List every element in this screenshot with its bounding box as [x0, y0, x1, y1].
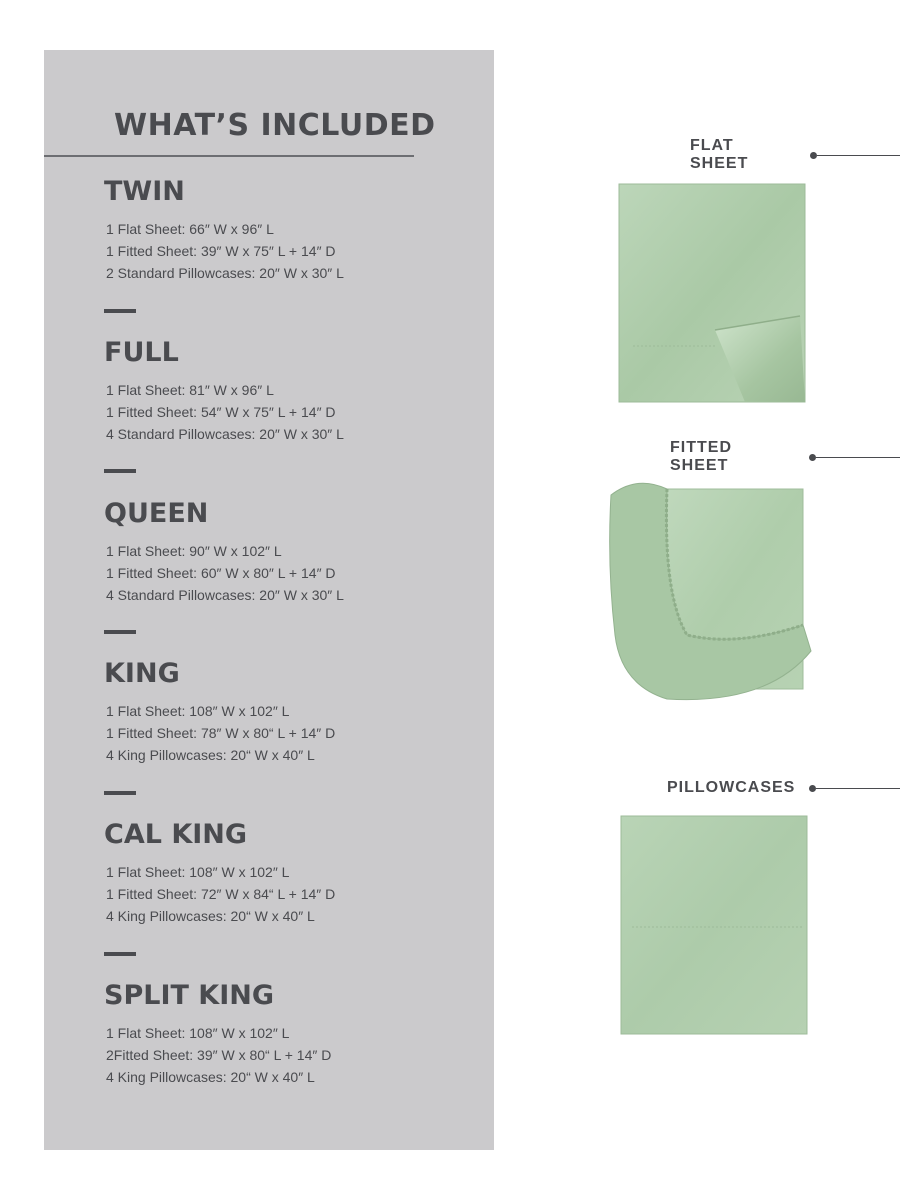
size-spec-line: 1 Flat Sheet: 66″ W x 96″ L	[106, 221, 274, 237]
callout-pillowcases	[667, 778, 900, 798]
size-spec-line: 4 Standard Pillowcases: 20″ W x 30″ L	[106, 426, 344, 442]
size-block-twin	[104, 176, 484, 284]
callout-label: FITTED SHEET	[670, 439, 732, 474]
callout-label: FLAT SHEET	[690, 137, 749, 172]
fitted-sheet-image	[607, 475, 817, 705]
callout-line	[817, 155, 900, 156]
size-spec-line: 2 Standard Pillowcases: 20″ W x 30″ L	[106, 265, 344, 281]
callout-dot	[809, 454, 816, 461]
size-spec-line: 1 Fitted Sheet: 60″ W x 80″ L + 14″ D	[106, 565, 336, 581]
size-name: CAL KING	[104, 819, 248, 850]
size-block-king	[104, 658, 484, 766]
size-block-full	[104, 337, 484, 445]
size-spec-line: 1 Fitted Sheet: 72″ W x 84“ L + 14″ D	[106, 886, 336, 902]
section-divider	[104, 309, 136, 313]
callout-fitted-sheet	[670, 439, 900, 474]
size-spec-line: 1 Fitted Sheet: 54″ W x 75″ L + 14″ D	[106, 404, 336, 420]
page-title: WHAT’S INCLUDED	[114, 108, 436, 143]
size-name: FULL	[104, 337, 179, 368]
callout-dot	[809, 785, 816, 792]
title-divider	[44, 155, 414, 157]
size-spec-line: 1 Fitted Sheet: 78″ W x 80“ L + 14″ D	[106, 725, 336, 741]
callout-line	[816, 457, 900, 458]
size-name: TWIN	[104, 176, 185, 207]
size-block-split-king	[104, 980, 484, 1088]
size-spec-line: 2Fitted Sheet: 39″ W x 80“ L + 14″ D	[106, 1047, 332, 1063]
size-spec-line: 1 Fitted Sheet: 39″ W x 75″ L + 14″ D	[106, 243, 336, 259]
callout-dot	[810, 152, 817, 159]
size-spec-line: 4 Standard Pillowcases: 20″ W x 30″ L	[106, 587, 344, 603]
section-divider	[104, 791, 136, 795]
size-spec-line: 4 King Pillowcases: 20“ W x 40″ L	[106, 1069, 315, 1085]
size-spec-line: 1 Flat Sheet: 108″ W x 102″ L	[106, 703, 290, 719]
pillowcases-image	[618, 813, 810, 1037]
size-spec-line: 1 Flat Sheet: 81″ W x 96″ L	[106, 382, 274, 398]
size-spec-line: 1 Flat Sheet: 90″ W x 102″ L	[106, 543, 282, 559]
callout-line	[816, 788, 900, 789]
size-spec-line: 1 Flat Sheet: 108″ W x 102″ L	[106, 864, 290, 880]
size-spec-line: 4 King Pillowcases: 20“ W x 40″ L	[106, 908, 315, 924]
flat-sheet-image	[615, 180, 810, 408]
callout-label: PILLOWCASES	[667, 779, 796, 796]
size-spec-line: 1 Flat Sheet: 108″ W x 102″ L	[106, 1025, 290, 1041]
section-divider	[104, 630, 136, 634]
section-divider	[104, 469, 136, 473]
section-divider	[104, 952, 136, 956]
size-name: KING	[104, 658, 180, 689]
callout-flat-sheet	[690, 137, 900, 172]
size-name: QUEEN	[104, 498, 209, 529]
size-block-cal-king	[104, 819, 484, 927]
size-spec-line: 4 King Pillowcases: 20“ W x 40″ L	[106, 747, 315, 763]
size-name: SPLIT KING	[104, 980, 275, 1011]
size-block-queen	[104, 498, 484, 606]
